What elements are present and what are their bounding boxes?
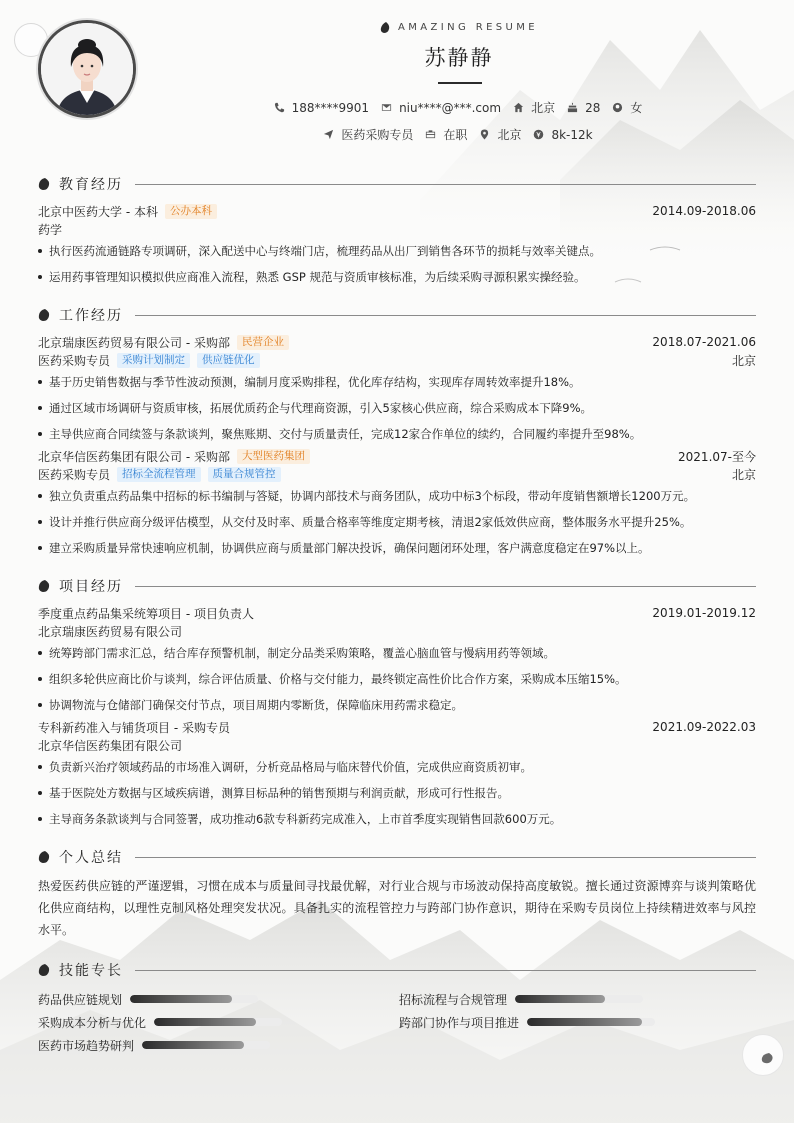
project-date: 2021.09-2022.03 [652,720,756,734]
company-tag: 民营企业 [237,335,289,350]
section-title: 教育经历 [59,177,123,193]
contact-age: 28 [567,101,600,115]
skill-bar-fill [154,1018,256,1026]
list-item: 统筹跨部门需求汇总，结合库存预警机制，制定分品类采购策略，覆盖心脑血管与慢病用药等领域。 [38,640,756,666]
job-intent-status: 在职 [425,126,467,143]
section-header [38,847,756,867]
major: 药学 [38,222,63,237]
skill-bar-fill [142,1041,244,1049]
project-entry-2 [38,718,756,832]
skill-name: 采购成本分析与优化 [38,1015,147,1030]
education-bullets [38,238,756,290]
skill-tag: 采购计划制定 [117,353,190,368]
mail-icon [381,102,392,113]
list-item: 设计并推行供应商分级评估模型，从交付及时率、质量合格率等维度定期考核，清退2家低效供应商，整体服务水平提升25%。 [38,509,756,535]
company-tag: 大型医药集团 [237,449,310,464]
ink-drop-icon [38,580,50,592]
age-icon [567,102,578,113]
section-header [38,174,756,194]
job-intent-city: 北京 [479,126,521,143]
list-item: 组织多轮供应商比价与谈判，综合评估质量、价格与交付能力，最终锁定高性价比合作方案，采购成本压缩15%。 [38,666,756,692]
list-item: 运用药事管理知识模拟供应商准入流程，熟悉 GSP 规范与资质审核标准，为后续采购寻源积累实操经验。 [38,264,756,290]
skill-name: 招标流程与合规管理 [399,992,508,1007]
skill-bar [527,1018,655,1026]
list-item: 建立采购质量异常快速响应机制，协调供应商与质量部门解决投诉，确保问题闭环处理，客户满意度稳定在97%以上。 [38,535,756,561]
skill-tag: 质量合规管控 [208,467,281,482]
section-divider [135,184,756,185]
job-role: 医药采购专员 [38,353,111,368]
skill-item [38,1013,399,1031]
project-name: 季度重点药品集采统筹项目 - 项目负责人 [38,606,254,621]
skill-bar-fill [527,1018,642,1026]
skill-bar-fill [515,995,605,1003]
section-divider [135,315,756,316]
contact-row [0,99,794,116]
gender-icon [612,102,623,113]
project-name: 专科新药准入与铺货项目 - 采购专员 [38,720,230,735]
job-date: 2018.07-2021.06 [652,335,756,349]
skill-bar [142,1041,270,1049]
skill-item [38,1036,399,1054]
skill-tag: 供应链优化 [197,353,260,368]
ink-drop-icon [38,309,50,321]
section-title: 工作经历 [59,308,123,324]
ink-drop-icon [743,1035,783,1075]
skill-tag: 招标全流程管理 [117,467,201,482]
skill-bar [154,1018,282,1026]
job-date: 2021.07-至今 [678,449,756,464]
subtitle-text: AMAZING RESUME [398,21,538,33]
list-item: 负责新兴治疗领域药品的市场准入调研，分析竞品格局与临床替代价值，完成供应商资质初审。 [38,754,756,780]
section-divider [135,857,756,858]
job-intent-row [0,126,794,143]
candidate-name: 苏静静 [424,46,494,70]
ink-drop-icon [38,964,50,976]
education-major-row [38,220,756,238]
project-date: 2019.01-2019.12 [652,606,756,620]
skill-name: 跨部门协作与项目推进 [399,1015,520,1030]
project-org: 北京华信医药集团有限公司 [38,738,183,753]
project-org: 北京瑞康医药贸易有限公司 [38,624,183,639]
list-item: 独立负责重点药品集中招标的标书编制与答疑，协调内部技术与商务团队，成功中标3个标段，带动年度销售额增长1200万元。 [38,483,756,509]
job-intent-salary: 8k-12k [533,128,592,142]
section-header [38,576,756,596]
section-title: 项目经历 [59,579,123,595]
skill-item [399,990,756,1008]
skill-bar [515,995,643,1003]
work-entry-2 [38,447,756,561]
skill-bar-fill [130,995,232,1003]
work-entry-1 [38,333,756,447]
location-icon [479,129,490,140]
skill-item [399,1013,756,1031]
ink-drop-icon [380,22,390,33]
section-header [38,960,756,980]
school-name: 北京中医药大学 - 本科 [38,204,158,219]
job-city: 北京 [731,353,756,368]
list-item: 基于历史销售数据与季节性波动预测，编制月度采购排程，优化库存结构，实现库存周转效率提升18%。 [38,369,756,395]
contact-email: niu****@***.com [381,101,501,115]
home-icon [513,102,524,113]
section-divider [135,970,756,971]
skills-grid [38,990,756,1054]
section-title: 技能专长 [59,963,123,979]
ink-drop-icon [38,178,50,190]
education-entry [38,202,756,220]
list-item: 执行医药流通链路专项调研，深入配送中心与终端门店，梳理药品从出厂到销售各环节的损耗与效率关键点。 [38,238,756,264]
section-header [38,305,756,325]
job-role: 医药采购专员 [38,467,111,482]
skill-name: 药品供应链规划 [38,992,123,1007]
salary-icon [533,129,544,140]
skills-section [38,960,756,1054]
list-item: 主导商务条款谈判与合同签署，成功推动6款专科新药完成准入，上市首季度实现销售回款600万元。 [38,806,756,832]
company-name: 北京瑞康医药贸易有限公司 - 采购部 [38,335,230,350]
send-icon [323,129,334,140]
skill-name: 医药市场趋势研判 [38,1038,135,1053]
education-date: 2014.09-2018.06 [652,204,756,218]
job-city: 北京 [731,467,756,482]
section-divider [135,586,756,587]
contact-home: 北京 [513,99,555,116]
list-item: 主导供应商合同续签与条款谈判，聚焦账期、交付与质量责任，完成12家合作单位的续约，合同履约率提升至98%。 [38,421,756,447]
contact-gender: 女 [612,99,642,116]
summary-section [38,847,756,941]
project-entry-1 [38,604,756,718]
list-item: 基于医院处方数据与区域疾病谱，测算目标品种的销售预期与利润贡献，形成可行性报告。 [38,780,756,806]
status-icon [425,129,436,140]
project-bullets [38,754,756,832]
project-section [38,576,756,832]
summary-text: 热爱医药供应链的严谨逻辑，习惯在成本与质量间寻找最优解，对行业合规与市场波动保持高度敏锐。擅长通过资源博弈与谈判策略优化供应商结构，以理性克制风格处理突发状况。具备扎实的流程管控力与跨部门协作意识，期待在采购专员岗位上持续精进效率与风控水平。 [38,879,756,937]
name-divider [438,82,482,84]
decorative-circle [742,1034,784,1076]
job-intent-role: 医药采购专员 [323,126,413,143]
section-title: 个人总结 [59,850,123,866]
company-name: 北京华信医药集团有限公司 - 采购部 [38,449,230,464]
school-tag: 公办本科 [165,204,217,219]
project-bullets [38,640,756,718]
ink-drop-icon [38,851,50,863]
education-section [38,174,756,290]
skill-bar [130,995,258,1003]
resume-subtitle [380,20,540,34]
list-item: 协调物流与仓储部门确保交付节点，项目周期内零断货，保障临床用药需求稳定。 [38,692,756,718]
list-item: 通过区域市场调研与资质审核，拓展优质药企与代理商资源，引入5家核心供应商，综合采购成本下降9%。 [38,395,756,421]
skill-item [38,990,399,1008]
contact-phone: 188****9901 [274,101,369,115]
job-bullets [38,483,756,561]
work-section [38,305,756,561]
job-bullets [38,369,756,447]
phone-icon [274,102,285,113]
